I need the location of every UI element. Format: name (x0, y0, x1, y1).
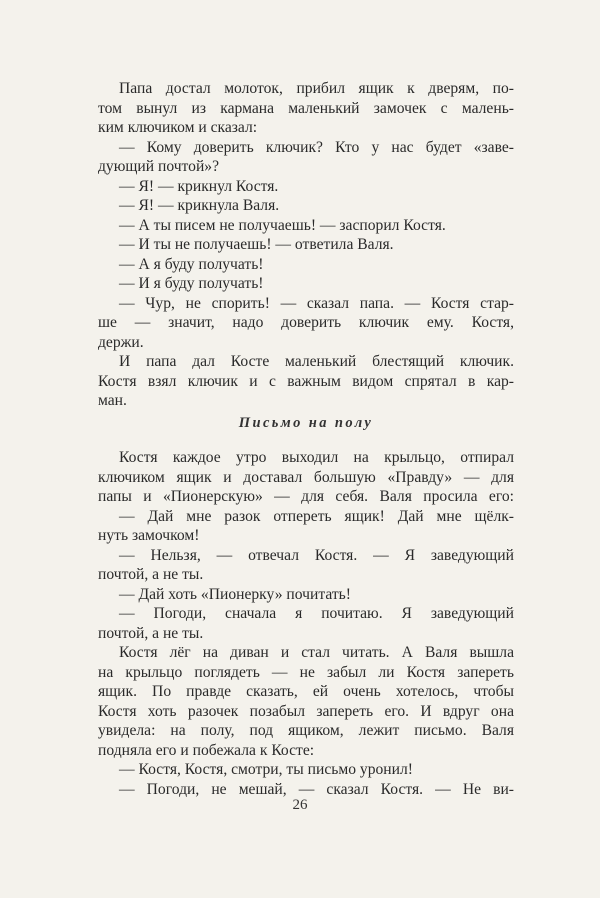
text-line: — Дай хоть «Пионерку» почитать! (119, 585, 351, 603)
text-line: ящик. По правде сказать, ей очень хотелось, чтобы (98, 683, 514, 700)
text-line: Костя лёг на диван и стал читать. А Валя вышла (119, 644, 514, 661)
text-line: держи. (98, 333, 144, 351)
text-line: — Нельзя, — отвечал Костя. — Я заведующий (119, 546, 514, 564)
text-line: Костя хоть разочек позабыл запереть его. И вдруг она (98, 702, 514, 720)
text-line: папы и «Пионерскую» — для себя. Валя просила его: (98, 488, 514, 505)
text-line: Костя каждое утро выходил на крыльцо, отпирал (119, 449, 514, 466)
chapter-heading: Письмо на полу (238, 415, 374, 431)
text-line: на крыльцо поглядеть — не забыл ли Костя запереть (98, 663, 514, 681)
page-number: 26 (292, 797, 308, 813)
text-line: том вынул из кармана маленький замочек с малень- (98, 99, 514, 117)
text-line: — А ты писем не получаешь! — заспорил Костя. (119, 216, 446, 234)
text-line: почтой, а не ты. (98, 566, 204, 583)
text-line: И папа дал Косте маленький блестящий ключик. (119, 353, 514, 370)
text-line: ше — значит, надо доверить ключик ему. Костя, (98, 314, 514, 331)
text-line: почтой, а не ты. (98, 624, 204, 642)
text-block-top (98, 79, 514, 411)
text-line: — А я буду получать! (119, 255, 264, 273)
text-line: — Я! — крикнула Валя. (119, 197, 280, 214)
text-line: Костя взял ключик и с важным видом спрятал в кар- (98, 372, 514, 390)
text-line: — И я буду получать! (119, 275, 264, 292)
text-line: Папа достал молоток, прибил ящик к дверям, по- (119, 80, 514, 97)
text-line: — Чур, не спорить! — сказал папа. — Костя стар- (119, 294, 514, 312)
text-line: подняла его и побежала к Косте: (98, 741, 315, 759)
text-line: нуть замочком! (98, 527, 200, 544)
text-line: — Погоди, не мешай, — сказал Костя. — Не ви- (119, 780, 514, 798)
text-line: — Погоди, сначала я почитаю. Я заведующий (119, 605, 514, 622)
text-line: — Дай мне разок отпереть ящик! Дай мне щёлк- (119, 507, 514, 525)
text-line: — Кому доверить ключик? Кто у нас будет «заве- (119, 138, 514, 156)
text-line: ким ключиком и сказал: (98, 119, 258, 136)
text-line: дующий почтой»? (98, 158, 220, 175)
text-line: ключиком ящик и доставал большую «Правду» — для (98, 468, 514, 486)
text-line: — И ты не получаешь! — ответила Валя. (119, 236, 394, 253)
text-line: увидела: на полу, под ящиком, лежит письмо. Валя (98, 722, 514, 739)
text-line: ман. (98, 392, 127, 409)
text-line: — Я! — крикнул Костя. (119, 177, 279, 195)
text-line: — Костя, Костя, смотри, ты письмо уронил! (119, 761, 413, 778)
text-block-bottom (98, 448, 514, 799)
